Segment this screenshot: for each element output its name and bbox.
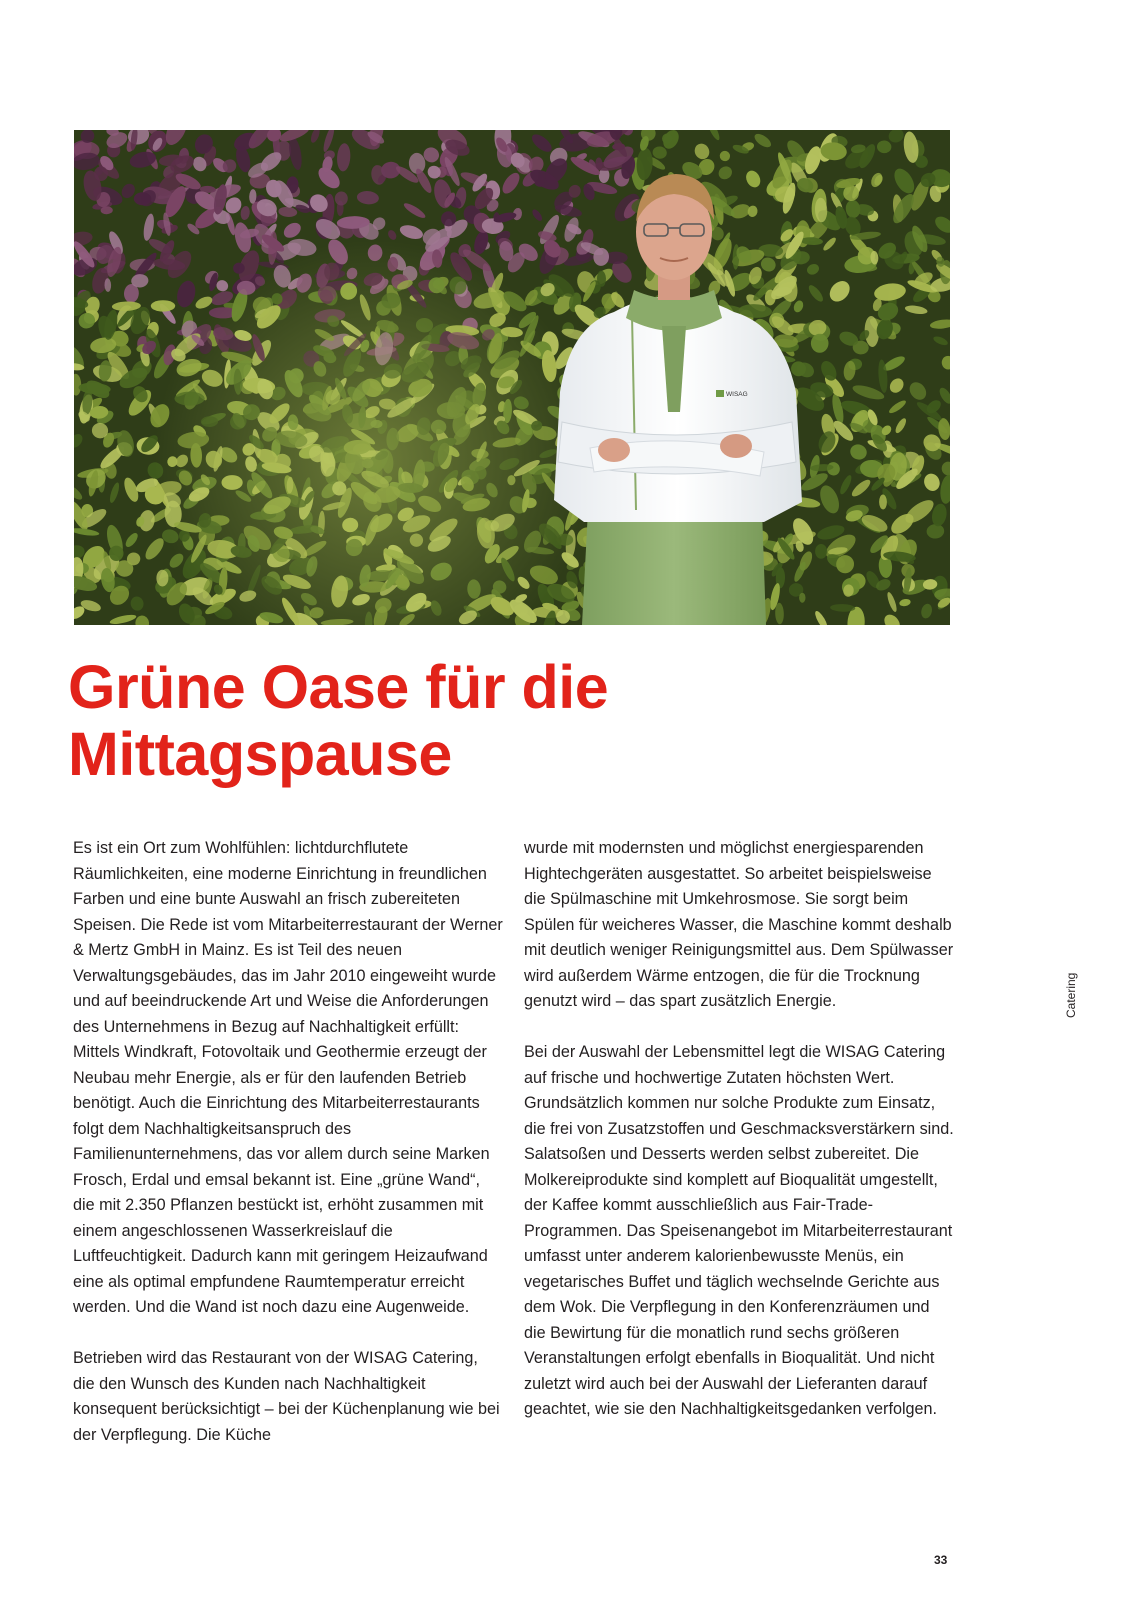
logo-text: WISAG <box>726 391 748 398</box>
paragraph: wurde mit modernsten und möglichst energiesparenden Hightechgeräten ausgestattet. So arbeitet beispielsweise die Spülmaschine mit Umkehrosmose. Sie sorgt beim Spülen für weicheres Wasser, die Maschine kommt deshalb mit deutlich weniger Reinigungsmittel aus. Dem Spülwasser wird außerdem Wärme entzogen, die für die Trocknung genutzt wird – das spart zusätzlich Energie. <box>524 839 954 1010</box>
page-number: 33 <box>934 1553 948 1567</box>
hero-photo <box>74 130 950 625</box>
headline-line-1: Grüne Oase für die <box>68 653 609 721</box>
headline-line-2: Mittagspause <box>68 720 452 788</box>
paragraph: Bei der Auswahl der Lebensmittel legt die WISAG Catering auf frische und hochwertige Zutaten höchsten Wert. Grundsätzlich kommen nur solche Produkte zum Einsatz, die frei von Zusatzstoffen und Geschmacksverstärkern sind. Salatsoßen und Desserts werden selbst zubereitet. Die Molkereiprodukte sind komplett auf Bioqualität umgestellt, der Kaffee kommt ausschließlich aus Fair-Trade-Programmen. Das Speisenangebot im Mitarbeiterrestaurant umfasst unter anderem kalorienbewusste Menüs, ein vegetarisches Buffet und täglich wechselnde Gerichte aus dem Wok. Die Verpflegung in den Konferenzräumen und die Bewirtung für die monatlich rund sechs größeren Veranstaltungen erfolgt ebenfalls in Bioqualität. Und nicht zuletzt wird auch bei der Auswahl der Lieferanten darauf geachtet, wie sie den Nachhaltigkeitsgedanken verfolgen. <box>524 1043 954 1418</box>
paragraph: Es ist ein Ort zum Wohlfühlen: lichtdurchflutete Räumlichkeiten, eine moderne Einrichtung in freundlichen Farben und eine bunte Auswahl an frisch zubereiteten Speisen. Die Rede ist vom Mitarbeiterrestaurant der Werner & Mertz GmbH in Mainz. Es ist Teil des neuen Verwaltungsgebäudes, das im Jahr 2010 eingeweiht wurde und auf beeindruckende Art und Weise die Anforderungen des Unternehmens in Bezug auf Nachhaltigkeit erfüllt: Mittels Windkraft, Fotovoltaik und Geothermie erzeugt der Neubau mehr Energie, als er für den laufenden Betrieb benötigt. Auch die Einrichtung des Mitarbeiterrestaurants folgt dem Nachhaltigkeitsanspruch des Familienunternehmens, das vor allem durch seine Marken Frosch, Erdal und emsal bekannt ist. Eine „grüne Wand“, die mit 2.350 Pflanzen bestückt ist, erhöht zusammen mit einem angeschlossenen Wasserkreislauf die Luftfeuchtigkeit. Dadurch kann mit geringem Heizaufwand eine als optimal empfundene Raumtemperatur erreicht werden. Und die Wand ist noch dazu eine Augenweide. <box>73 839 503 1316</box>
plant-wall <box>74 130 950 625</box>
article-column-right <box>524 836 954 1448</box>
headline <box>68 654 968 788</box>
article-column-left <box>73 836 503 1474</box>
paragraph: Betrieben wird das Restaurant von der WISAG Catering, die den Wunsch des Kunden nach Nachhaltigkeit konsequent berücksichtigt – bei der Küchenplanung wie bei der Verpflegung. Die Küche <box>73 1349 500 1444</box>
section-label: Catering <box>1064 972 1078 1018</box>
